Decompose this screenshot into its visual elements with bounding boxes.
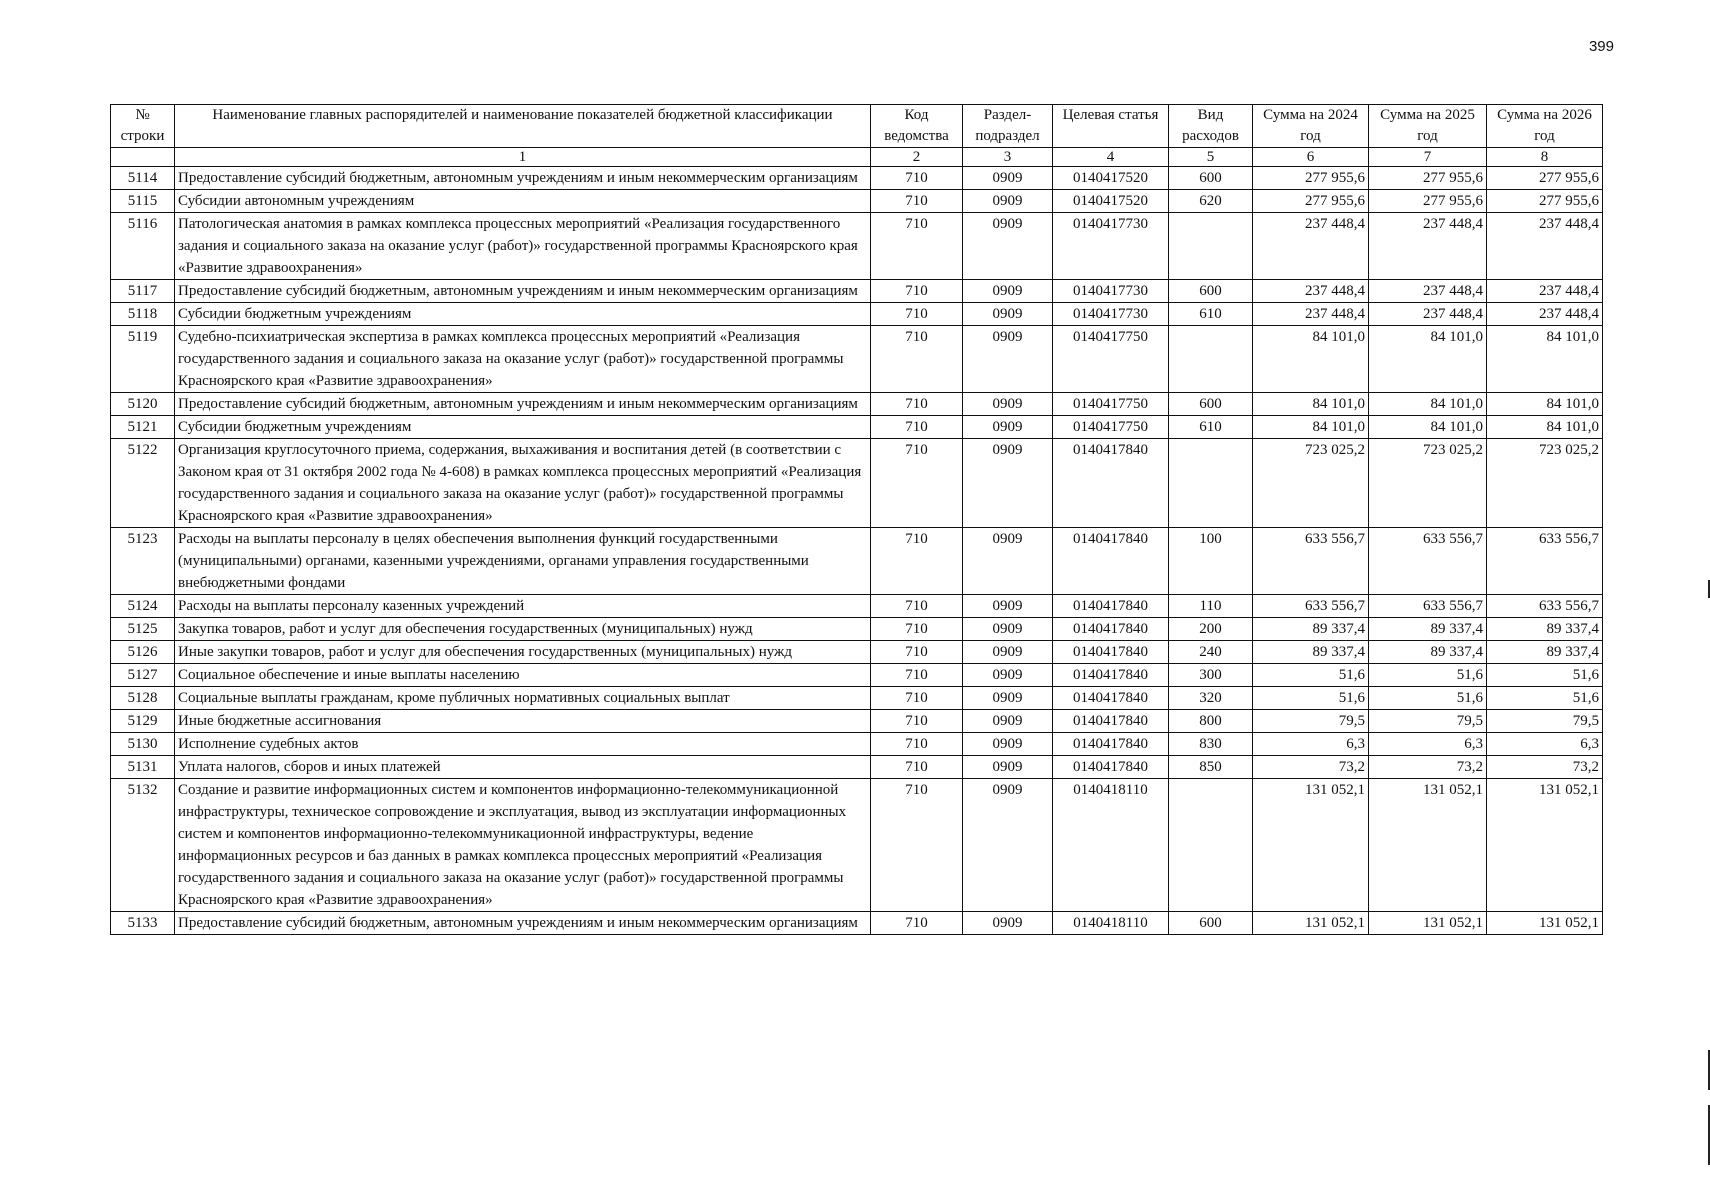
page-number: 399	[1588, 38, 1614, 55]
department-code-cell: 710	[871, 213, 963, 280]
department-code-cell: 710	[871, 756, 963, 779]
department-code-cell: 710	[871, 393, 963, 416]
sum-2025-cell: 84 101,0	[1369, 326, 1487, 393]
row-number-cell: 5121	[111, 416, 175, 439]
expense-type-cell	[1169, 326, 1253, 393]
table-row	[111, 756, 1603, 779]
target-article-cell: 0140417840	[1053, 664, 1169, 687]
target-article-cell: 0140417520	[1053, 190, 1169, 213]
row-name-cell: Организация круглосуточного приема, содержания, выхаживания и воспитания детей (в соответствии с Законом края от 31 октября 2002 года № 4-608) в рамках комплекса процессных мероприятий «Реализация государственного задания и социального заказа на оказание услуг (работ)» государственной программы Красноярского края «Развитие здравоохранения»	[175, 439, 871, 528]
budget-table	[110, 104, 1603, 935]
row-number-cell: 5132	[111, 779, 175, 912]
sum-2026-cell: 633 556,7	[1487, 595, 1603, 618]
department-code-cell: 710	[871, 641, 963, 664]
section-cell: 0909	[963, 280, 1053, 303]
target-article-cell: 0140417840	[1053, 756, 1169, 779]
table-row	[111, 190, 1603, 213]
target-article-cell: 0140417750	[1053, 393, 1169, 416]
expense-type-cell	[1169, 439, 1253, 528]
column-number: 6	[1253, 148, 1369, 167]
table-row	[111, 595, 1603, 618]
row-name-cell: Предоставление субсидий бюджетным, автономным учреждениям и иным некоммерческим организациям	[175, 280, 871, 303]
column-number: 3	[963, 148, 1053, 167]
row-number-cell: 5119	[111, 326, 175, 393]
row-name-cell: Расходы на выплаты персоналу казенных учреждений	[175, 595, 871, 618]
target-article-cell: 0140417840	[1053, 595, 1169, 618]
sum-2026-cell: 237 448,4	[1487, 213, 1603, 280]
department-code-cell: 710	[871, 733, 963, 756]
row-name-cell: Предоставление субсидий бюджетным, автономным учреждениям и иным некоммерческим организациям	[175, 393, 871, 416]
row-number-cell: 5125	[111, 618, 175, 641]
column-number: 5	[1169, 148, 1253, 167]
sum-2026-cell: 131 052,1	[1487, 779, 1603, 912]
expense-type-cell: 610	[1169, 303, 1253, 326]
department-code-cell: 710	[871, 326, 963, 393]
expense-type-cell: 850	[1169, 756, 1253, 779]
sum-2025-cell: 73,2	[1369, 756, 1487, 779]
target-article-cell: 0140417840	[1053, 528, 1169, 595]
column-numbers-row	[111, 148, 1603, 167]
row-name-cell: Создание и развитие информационных систем и компонентов информационно-телекоммуникационной инфраструктуры, техническое сопровождение и эксплуатация, вывод из эксплуатации информационных систем и компонентов информационно-телекоммуникационной инфраструктуры, ведение информационных ресурсов и баз данных в рамках комплекса процессных мероприятий «Реализация государственного задания и социального заказа на оказание услуг (работ)» государственной программы Красноярского края «Развитие здравоохранения»	[175, 779, 871, 912]
table-row	[111, 326, 1603, 393]
target-article-cell: 0140417730	[1053, 213, 1169, 280]
expense-type-cell: 600	[1169, 393, 1253, 416]
sum-2026-cell: 84 101,0	[1487, 393, 1603, 416]
table-row	[111, 280, 1603, 303]
section-cell: 0909	[963, 912, 1053, 935]
column-number: 4	[1053, 148, 1169, 167]
row-name-cell: Расходы на выплаты персоналу в целях обеспечения выполнения функций государственными (муниципальными) органами, казенными учреждениями, органами управления государственными внебюджетными фондами	[175, 528, 871, 595]
department-code-cell: 710	[871, 595, 963, 618]
section-cell: 0909	[963, 528, 1053, 595]
department-code-cell: 710	[871, 303, 963, 326]
sum-2026-cell: 73,2	[1487, 756, 1603, 779]
sum-2024-cell: 633 556,7	[1253, 528, 1369, 595]
sum-2025-cell: 51,6	[1369, 664, 1487, 687]
department-code-cell: 710	[871, 779, 963, 912]
sum-2026-cell: 89 337,4	[1487, 618, 1603, 641]
target-article-cell: 0140417840	[1053, 733, 1169, 756]
row-name-cell: Предоставление субсидий бюджетным, автономным учреждениям и иным некоммерческим организациям	[175, 167, 871, 190]
table-row	[111, 167, 1603, 190]
sum-2025-cell: 237 448,4	[1369, 303, 1487, 326]
sum-2025-cell: 89 337,4	[1369, 641, 1487, 664]
target-article-cell: 0140417730	[1053, 303, 1169, 326]
row-number-cell: 5123	[111, 528, 175, 595]
row-name-cell: Субсидии бюджетным учреждениям	[175, 303, 871, 326]
sum-2026-cell: 237 448,4	[1487, 303, 1603, 326]
target-article-cell: 0140417520	[1053, 167, 1169, 190]
sum-2024-cell: 131 052,1	[1253, 912, 1369, 935]
header-sum-2026: Сумма на 2026 год	[1487, 105, 1603, 148]
row-number-cell: 5130	[111, 733, 175, 756]
row-name-cell: Субсидии бюджетным учреждениям	[175, 416, 871, 439]
department-code-cell: 710	[871, 528, 963, 595]
header-target-article: Целевая статья	[1053, 105, 1169, 148]
expense-type-cell: 600	[1169, 167, 1253, 190]
section-cell: 0909	[963, 303, 1053, 326]
expense-type-cell: 620	[1169, 190, 1253, 213]
header-sum-2024: Сумма на 2024 год	[1253, 105, 1369, 148]
expense-type-cell: 320	[1169, 687, 1253, 710]
target-article-cell: 0140417840	[1053, 710, 1169, 733]
row-number-cell: 5114	[111, 167, 175, 190]
target-article-cell: 0140418110	[1053, 912, 1169, 935]
section-cell: 0909	[963, 213, 1053, 280]
sum-2024-cell: 73,2	[1253, 756, 1369, 779]
section-cell: 0909	[963, 190, 1053, 213]
table-row	[111, 664, 1603, 687]
sum-2024-cell: 131 052,1	[1253, 779, 1369, 912]
row-number-cell: 5122	[111, 439, 175, 528]
target-article-cell: 0140418110	[1053, 779, 1169, 912]
sum-2026-cell: 84 101,0	[1487, 326, 1603, 393]
section-cell: 0909	[963, 664, 1053, 687]
sum-2025-cell: 723 025,2	[1369, 439, 1487, 528]
column-number: 8	[1487, 148, 1603, 167]
column-number: 2	[871, 148, 963, 167]
sum-2025-cell: 84 101,0	[1369, 393, 1487, 416]
target-article-cell: 0140417840	[1053, 641, 1169, 664]
expense-type-cell: 800	[1169, 710, 1253, 733]
column-number: 7	[1369, 148, 1487, 167]
row-number-cell: 5127	[111, 664, 175, 687]
department-code-cell: 710	[871, 190, 963, 213]
table-row	[111, 303, 1603, 326]
department-code-cell: 710	[871, 687, 963, 710]
department-code-cell: 710	[871, 912, 963, 935]
sum-2026-cell: 237 448,4	[1487, 280, 1603, 303]
row-name-cell: Субсидии автономным учреждениям	[175, 190, 871, 213]
sum-2024-cell: 51,6	[1253, 687, 1369, 710]
sum-2024-cell: 723 025,2	[1253, 439, 1369, 528]
header-expense-type: Вид расходов	[1169, 105, 1253, 148]
sum-2025-cell: 131 052,1	[1369, 912, 1487, 935]
department-code-cell: 710	[871, 280, 963, 303]
sum-2026-cell: 89 337,4	[1487, 641, 1603, 664]
sum-2024-cell: 277 955,6	[1253, 190, 1369, 213]
expense-type-cell: 110	[1169, 595, 1253, 618]
header-department-code: Код ведомства	[871, 105, 963, 148]
section-cell: 0909	[963, 326, 1053, 393]
row-number-cell: 5117	[111, 280, 175, 303]
sum-2025-cell: 237 448,4	[1369, 213, 1487, 280]
section-cell: 0909	[963, 733, 1053, 756]
row-name-cell: Иные бюджетные ассигнования	[175, 710, 871, 733]
expense-type-cell: 610	[1169, 416, 1253, 439]
sum-2026-cell: 633 556,7	[1487, 528, 1603, 595]
row-number-cell: 5118	[111, 303, 175, 326]
header-row-number: № строки	[111, 105, 175, 148]
sum-2025-cell: 89 337,4	[1369, 618, 1487, 641]
table-row	[111, 393, 1603, 416]
sum-2025-cell: 277 955,6	[1369, 190, 1487, 213]
sum-2024-cell: 84 101,0	[1253, 326, 1369, 393]
target-article-cell: 0140417730	[1053, 280, 1169, 303]
sum-2024-cell: 6,3	[1253, 733, 1369, 756]
row-number-cell: 5126	[111, 641, 175, 664]
row-number-cell: 5115	[111, 190, 175, 213]
table-row	[111, 779, 1603, 912]
sum-2026-cell: 277 955,6	[1487, 190, 1603, 213]
target-article-cell: 0140417840	[1053, 439, 1169, 528]
row-number-cell: 5124	[111, 595, 175, 618]
expense-type-cell: 200	[1169, 618, 1253, 641]
table-row	[111, 687, 1603, 710]
section-cell: 0909	[963, 167, 1053, 190]
sum-2026-cell: 79,5	[1487, 710, 1603, 733]
row-name-cell: Патологическая анатомия в рамках комплекса процессных мероприятий «Реализация государственного задания и социального заказа на оказание услуг (работ)» государственной программы Красноярского края «Развитие здравоохранения»	[175, 213, 871, 280]
department-code-cell: 710	[871, 710, 963, 733]
table-row	[111, 416, 1603, 439]
row-name-cell: Социальное обеспечение и иные выплаты населению	[175, 664, 871, 687]
sum-2026-cell: 6,3	[1487, 733, 1603, 756]
section-cell: 0909	[963, 416, 1053, 439]
row-name-cell: Социальные выплаты гражданам, кроме публичных нормативных социальных выплат	[175, 687, 871, 710]
target-article-cell: 0140417750	[1053, 326, 1169, 393]
row-number-cell: 5129	[111, 710, 175, 733]
row-number-cell: 5128	[111, 687, 175, 710]
department-code-cell: 710	[871, 618, 963, 641]
row-name-cell: Исполнение судебных актов	[175, 733, 871, 756]
sum-2025-cell: 79,5	[1369, 710, 1487, 733]
section-cell: 0909	[963, 641, 1053, 664]
sum-2024-cell: 237 448,4	[1253, 303, 1369, 326]
sum-2025-cell: 6,3	[1369, 733, 1487, 756]
row-name-cell: Предоставление субсидий бюджетным, автономным учреждениям и иным некоммерческим организациям	[175, 912, 871, 935]
sum-2024-cell: 89 337,4	[1253, 641, 1369, 664]
expense-type-cell: 100	[1169, 528, 1253, 595]
row-number-cell: 5131	[111, 756, 175, 779]
row-name-cell: Закупка товаров, работ и услуг для обеспечения государственных (муниципальных) нужд	[175, 618, 871, 641]
section-cell: 0909	[963, 595, 1053, 618]
sum-2026-cell: 51,6	[1487, 687, 1603, 710]
department-code-cell: 710	[871, 664, 963, 687]
sum-2024-cell: 633 556,7	[1253, 595, 1369, 618]
sum-2025-cell: 277 955,6	[1369, 167, 1487, 190]
header-row	[111, 105, 1603, 148]
header-sum-2025: Сумма на 2025 год	[1369, 105, 1487, 148]
table-row	[111, 528, 1603, 595]
sum-2026-cell: 51,6	[1487, 664, 1603, 687]
sum-2025-cell: 633 556,7	[1369, 528, 1487, 595]
header-section: Раздел-подраздел	[963, 105, 1053, 148]
target-article-cell: 0140417840	[1053, 618, 1169, 641]
section-cell: 0909	[963, 779, 1053, 912]
expense-type-cell: 830	[1169, 733, 1253, 756]
target-article-cell: 0140417750	[1053, 416, 1169, 439]
section-cell: 0909	[963, 393, 1053, 416]
row-name-cell: Уплата налогов, сборов и иных платежей	[175, 756, 871, 779]
sum-2024-cell: 51,6	[1253, 664, 1369, 687]
expense-type-cell	[1169, 779, 1253, 912]
expense-type-cell: 240	[1169, 641, 1253, 664]
target-article-cell: 0140417840	[1053, 687, 1169, 710]
row-number-cell: 5133	[111, 912, 175, 935]
row-name-cell: Иные закупки товаров, работ и услуг для обеспечения государственных (муниципальных) нужд	[175, 641, 871, 664]
sum-2025-cell: 237 448,4	[1369, 280, 1487, 303]
sum-2024-cell: 84 101,0	[1253, 416, 1369, 439]
row-number-cell: 5120	[111, 393, 175, 416]
table-row	[111, 912, 1603, 935]
table-row	[111, 213, 1603, 280]
section-cell: 0909	[963, 710, 1053, 733]
sum-2026-cell: 277 955,6	[1487, 167, 1603, 190]
row-number-cell: 5116	[111, 213, 175, 280]
sum-2025-cell: 84 101,0	[1369, 416, 1487, 439]
expense-type-cell: 600	[1169, 912, 1253, 935]
column-number	[111, 148, 175, 167]
table-row	[111, 641, 1603, 664]
table-row	[111, 439, 1603, 528]
department-code-cell: 710	[871, 416, 963, 439]
sum-2024-cell: 84 101,0	[1253, 393, 1369, 416]
table-row	[111, 618, 1603, 641]
table-row	[111, 733, 1603, 756]
column-number: 1	[175, 148, 871, 167]
expense-type-cell: 600	[1169, 280, 1253, 303]
sum-2026-cell: 131 052,1	[1487, 912, 1603, 935]
section-cell: 0909	[963, 439, 1053, 528]
section-cell: 0909	[963, 687, 1053, 710]
sum-2025-cell: 131 052,1	[1369, 779, 1487, 912]
section-cell: 0909	[963, 618, 1053, 641]
sum-2024-cell: 79,5	[1253, 710, 1369, 733]
sum-2024-cell: 89 337,4	[1253, 618, 1369, 641]
table-body	[111, 167, 1603, 935]
department-code-cell: 710	[871, 167, 963, 190]
expense-type-cell	[1169, 213, 1253, 280]
sum-2026-cell: 84 101,0	[1487, 416, 1603, 439]
row-name-cell: Судебно-психиатрическая экспертиза в рамках комплекса процессных мероприятий «Реализация государственного задания и социального заказа на оказание услуг (работ)» государственной программы Красноярского края «Развитие здравоохранения»	[175, 326, 871, 393]
table-row	[111, 710, 1603, 733]
sum-2024-cell: 277 955,6	[1253, 167, 1369, 190]
sum-2025-cell: 51,6	[1369, 687, 1487, 710]
section-cell: 0909	[963, 756, 1053, 779]
sum-2026-cell: 723 025,2	[1487, 439, 1603, 528]
sum-2024-cell: 237 448,4	[1253, 280, 1369, 303]
header-name: Наименование главных распорядителей и наименование показателей бюджетной классификации	[175, 105, 871, 148]
sum-2024-cell: 237 448,4	[1253, 213, 1369, 280]
expense-type-cell: 300	[1169, 664, 1253, 687]
department-code-cell: 710	[871, 439, 963, 528]
sum-2025-cell: 633 556,7	[1369, 595, 1487, 618]
